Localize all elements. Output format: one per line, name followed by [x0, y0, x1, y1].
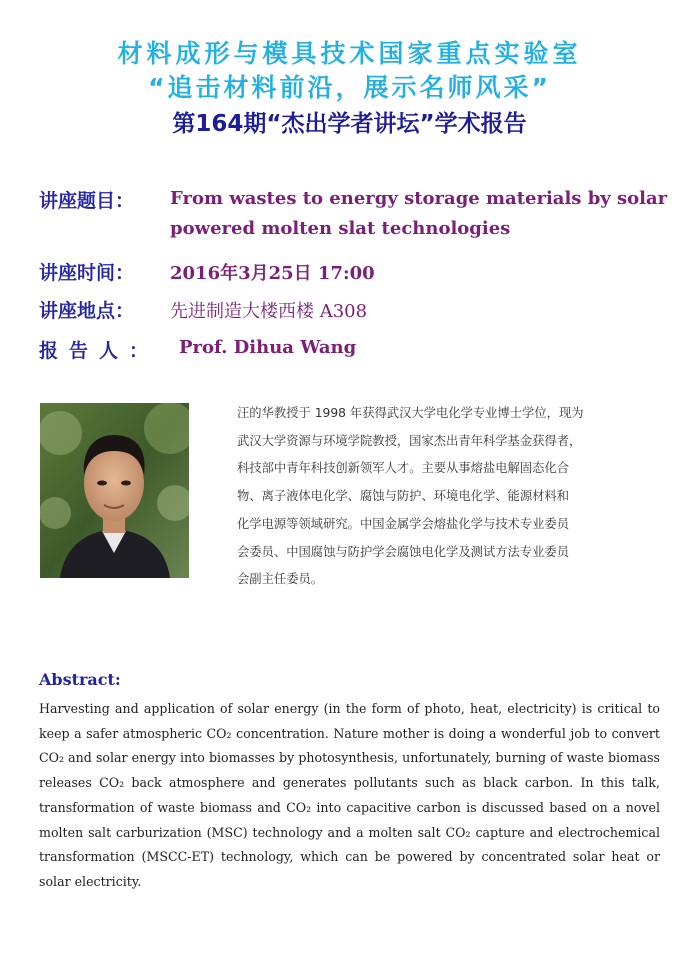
bio-line: 化学电源等领域研究。中国金属学会熔盐化学与技术专业委员: [237, 516, 570, 531]
slogan: “追击材料前沿，展示名师风采”: [148, 73, 551, 102]
lecture-series-title: 第164期“杰出学者讲坛”学术报告: [172, 111, 527, 137]
speaker-photo: [40, 403, 189, 578]
speaker-label: 报告人：: [39, 340, 160, 362]
title-label: 讲座题目：: [39, 190, 135, 212]
bio-line: 会副主任委员。: [237, 572, 324, 587]
bio-line: 科技部中青年科技创新领军人才。主要从事熔盐电解固态化合: [237, 461, 570, 476]
speaker-bio: [237, 400, 640, 594]
bio-line: 物、离子液体电化学、腐蚀与防护、环境电化学、能源材料和: [237, 489, 570, 504]
time-label: 讲座时间：: [39, 262, 135, 284]
bio-line: 汪的华教授于 1998 年获得武汉大学电化学专业博士学位，现为: [237, 406, 584, 420]
speaker-value: Prof. Dihua Wang: [179, 337, 357, 358]
abstract-text: Harvesting and application of solar energy (in the form of photo, heat, electricity) is critical to keep a safer atmospheric CO₂ concentration. Nature mother is doing a wonderful job to convert CO₂ and solar energy into biomasses by photosynthesis, unfortunately, burning of waste biomass releases CO₂ back atmosphere and generates pollutants such as black carbon. In this talk, transformation of waste biomass and CO₂ into capacitive carbon is discussed based on a novel molten salt carburization (MSC) technology and a molten salt CO₂ capture and electrochemical transformation (MSCC-ET) technology, which can be powered by concentrated solar heat or solar electricity.: [39, 701, 660, 889]
place-value: 先进制造大楼西楼 A308: [170, 301, 368, 322]
abstract-heading: Abstract:: [39, 670, 121, 689]
title-value-line2: powered molten slat technologies: [170, 218, 511, 239]
bio-line: 武汉大学资源与环境学院教授，国家杰出青年科学基金获得者，: [237, 433, 582, 448]
bio-line: 会委员、中国腐蚀与防护学会腐蚀电化学及测试方法专业委员: [237, 544, 570, 559]
place-label: 讲座地点：: [39, 300, 135, 322]
time-value: 2016年3月25日 17:00: [170, 263, 375, 284]
lab-name: 材料成形与模具技术国家重点实验室: [117, 39, 582, 68]
title-value-line1: From wastes to energy storage materials by solar: [170, 188, 668, 209]
